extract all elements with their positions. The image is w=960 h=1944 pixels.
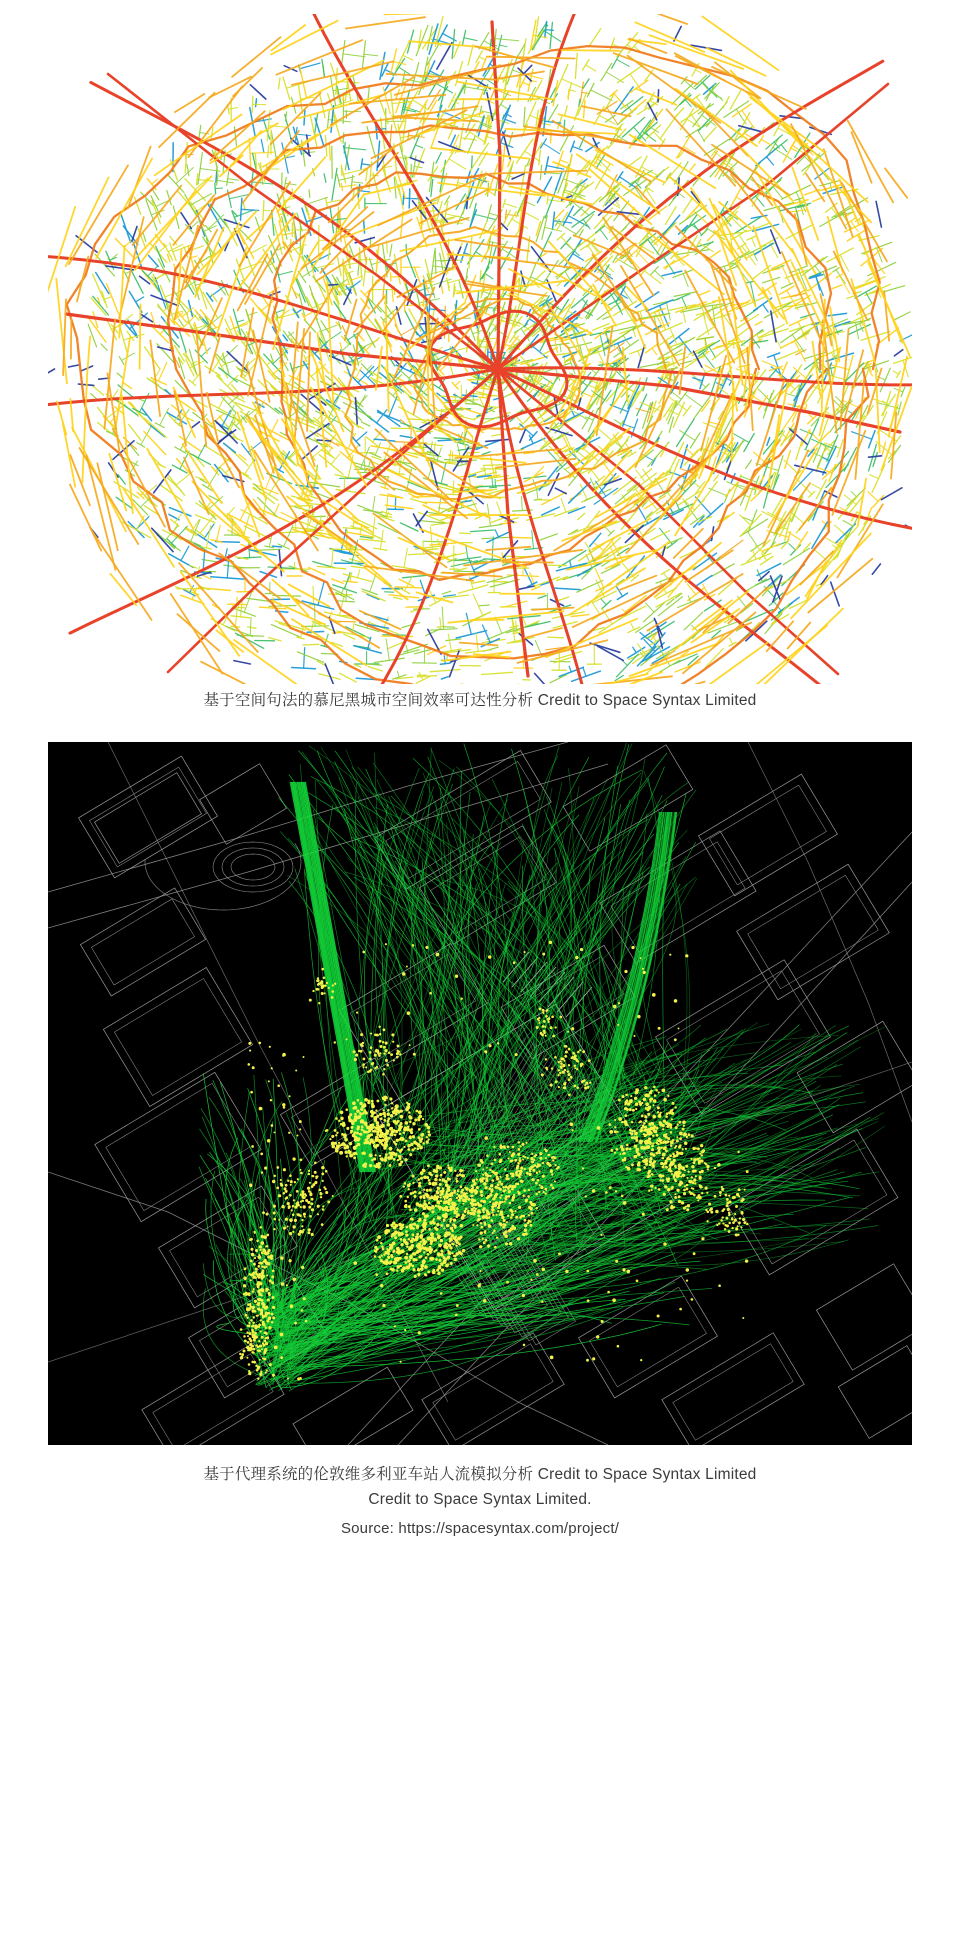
- victoria-station-canvas: [48, 742, 912, 1445]
- figure-2-caption: 基于代理系统的伦敦维多利亚车站人流模拟分析 Credit to Space Syntax Limited: [203, 1466, 757, 1483]
- london-victoria-station-agent-simulation: [48, 742, 912, 1445]
- credit-line: Credit to Space Syntax Limited.: [368, 1491, 592, 1508]
- source-line: Source: https://spacesyntax.com/project/: [340, 1520, 620, 1537]
- munich-map-canvas: [48, 14, 912, 684]
- figure-1-caption: 基于空间句法的慕尼黑城市空间效率可达性分析 Credit to Space Syntax Limited: [203, 692, 757, 709]
- munich-space-syntax-map: [48, 14, 912, 684]
